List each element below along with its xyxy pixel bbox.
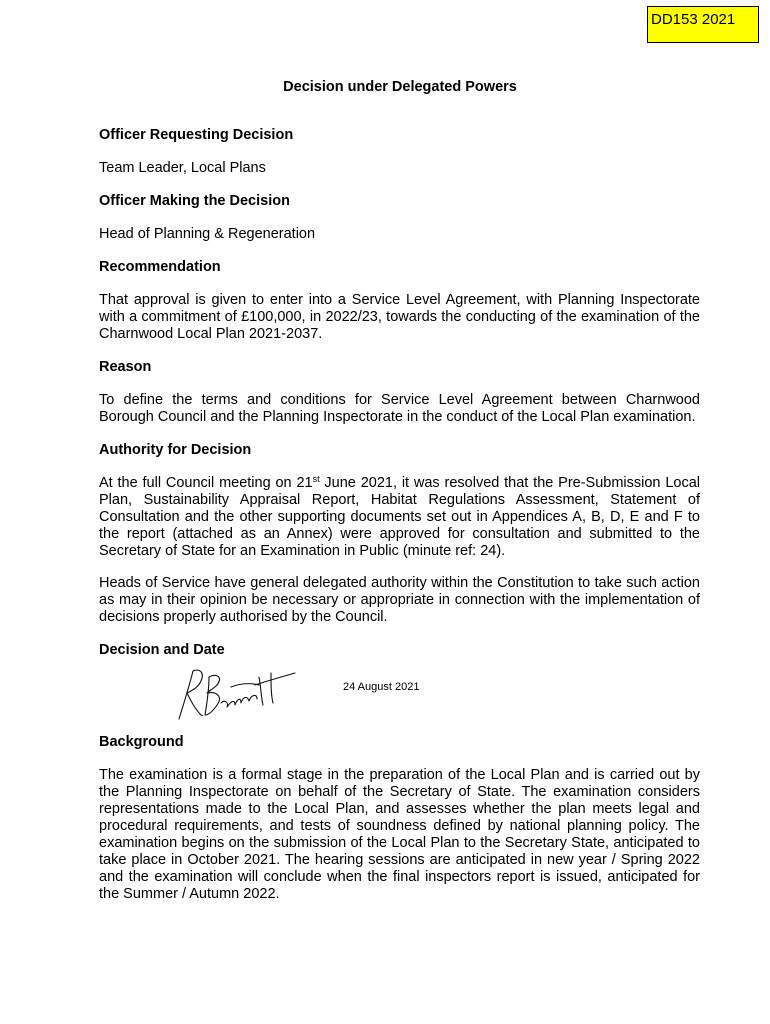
officer-making-heading: Officer Making the Decision	[99, 193, 290, 209]
officer-requesting-value: Team Leader, Local Plans	[99, 160, 266, 176]
background-text: The examination is a formal stage in the preparation of the Local Plan and is carried out by the Planning Inspectorate on behalf of the Secretary of State. The examination considers representations made to the Local Plan, and assesses whether the plan meets legal and procedural requirements, and tests of soundness defined by national planning policy. The examination begins on the submission of the Local Plan to the Secretary State, anticipated to take place in October 2021. The hearing sessions are anticipated in new year / Spring 2022 and the examination will conclude when the final inspectors report is issued, anticipated for the Summer / Autumn 2022.	[99, 767, 700, 902]
reference-label: DD153 2021	[647, 6, 759, 43]
decision-heading: Decision and Date	[99, 642, 225, 658]
decision-date: 24 August 2021	[343, 681, 420, 693]
signature-row	[99, 659, 700, 723]
authority-text-rest: June 2021, it was resolved that the Pre-Submission Local Plan, Sustainability Appraisal Report, Habitat Regulations Assessment, Statement of Consultation and the other supporting documents set out in Appendices A, B, D, E and F to the report (attached as an Annex) were approved for consultation and submitted to the Secretary of State for an Examination in Public (minute ref: 24).	[99, 475, 700, 559]
officer-making-value: Head of Planning & Regeneration	[99, 226, 316, 242]
signature-image	[171, 663, 301, 725]
recommendation-heading: Recommendation	[99, 259, 221, 275]
recommendation-text: That approval is given to enter into a Service Level Agreement, with Planning Inspectorate with a commitment of £100,000, in 2022/23, towards the conducting of the examination of the Charnwood Local Plan 2021-2037.	[99, 292, 700, 342]
reason-text: To define the terms and conditions for Service Level Agreement between Charnwood Borough Council and the Planning Inspectorate in the conduct of the Local Plan examination.	[99, 392, 700, 425]
authority-heading: Authority for Decision	[99, 442, 252, 458]
officer-requesting-heading: Officer Requesting Decision	[99, 127, 294, 143]
authority-paragraph-1	[99, 475, 700, 560]
document-body	[99, 126, 700, 903]
authority-paragraph-2: Heads of Service have general delegated authority within the Constitution to take such action as may in their opinion be necessary or appropriate in connection with the implementation of decisions properly authorised by the Council.	[99, 575, 700, 625]
background-heading: Background	[99, 734, 184, 750]
ordinal-suffix: st	[312, 474, 320, 484]
document-title: Decision under Delegated Powers	[283, 79, 517, 95]
reason-heading: Reason	[99, 359, 152, 375]
authority-text-start: At the full Council meeting on 21	[99, 475, 313, 491]
